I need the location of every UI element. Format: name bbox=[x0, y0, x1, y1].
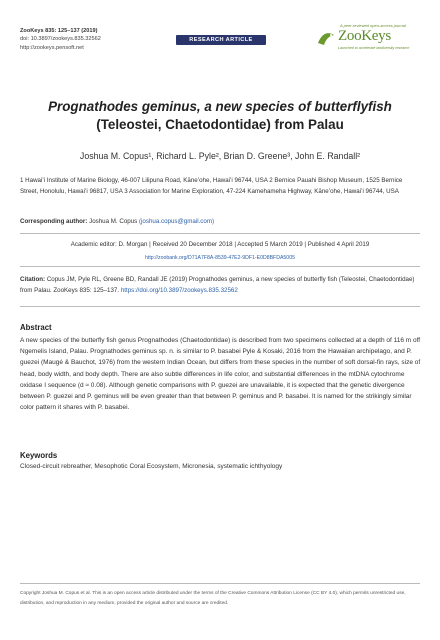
citation-block bbox=[20, 274, 420, 296]
logo-wordmark: ZooKeys bbox=[338, 28, 391, 44]
abstract-heading: Abstract bbox=[20, 323, 52, 332]
divider-top bbox=[20, 233, 420, 234]
keywords-text: Closed-circuit rebreather, Mesophotic Coral Ecosystem, Micronesia, systematic ichthyology bbox=[20, 463, 283, 470]
corresponding-label: Corresponding author: bbox=[20, 218, 88, 225]
author-list: Joshua M. Copus¹, Richard L. Pyle², Brian D. Greene³, John E. Randall² bbox=[79, 151, 361, 161]
citation-doi-link[interactable]: https://doi.org/10.3897/zookeys.835.32562 bbox=[120, 287, 238, 295]
article-title bbox=[40, 98, 400, 134]
article-type-badge: RESEARCH ARTICLE bbox=[176, 35, 266, 45]
citation-label: Citation: bbox=[20, 276, 46, 283]
copyright-notice: Copyright Joshua M. Copus et al. This is an open access article distributed under the terms of the Creative Commons Attribution License (CC BY 4.0), which permits unrestricted use, distribution, and reproduction in any medium, provided the original author and source are credited. bbox=[20, 591, 406, 606]
affiliations: 1 Hawaiʻi Institute of Marine Biology, 46-007 Lilipuna Road, Kāneʻohe, Hawaiʻi 96744, USA 2 Bernice Pauahi Bishop Museum, 1525 Bernice Street, Honolulu, Hawaiʻi 96817, USA 3 Association for Marine Exploration, 47-224 Kamehameha Highway, Kāneʻohe, Hawaiʻi 96744, USA bbox=[20, 177, 403, 195]
zoobank-link[interactable]: http://zoobank.org/D71A7F8A-8539-47E2-9DF1-E0D8BFDA5005 bbox=[145, 255, 295, 261]
title-line-2: (Teleostei, Chaetodontidae) from Palau bbox=[96, 117, 344, 132]
journal-url-link[interactable]: http://zookeys.pensoft.net bbox=[20, 44, 84, 51]
logo-subtagline: Launched to accelerate biodiversity research bbox=[338, 46, 410, 50]
zookeys-logo bbox=[316, 23, 426, 53]
title-line-1: Prognathodes geminus, a new species of butterflyfish bbox=[48, 99, 392, 114]
editorial-dates: Academic editor: D. Morgan | Received 20 December 2018 | Accepted 5 March 2019 | Published 4 April 2019 bbox=[70, 241, 370, 248]
keywords-heading: Keywords bbox=[20, 451, 58, 460]
divider-middle bbox=[20, 266, 420, 267]
corresponding-name: Joshua M. Copus bbox=[89, 218, 138, 225]
zookeys-bird-icon bbox=[316, 29, 336, 49]
logo-tagline: A peer-reviewed open-access journal bbox=[340, 23, 406, 28]
corresponding-email-link[interactable]: (joshua.copus@gmail.com) bbox=[139, 218, 215, 225]
divider-footer bbox=[20, 583, 420, 584]
journal-header bbox=[20, 27, 101, 52]
doi-text: doi: 10.3897/zookeys.835.32562 bbox=[20, 36, 101, 43]
divider-bottom bbox=[20, 306, 420, 307]
journal-citation: ZooKeys 835: 125–137 (2019) bbox=[20, 28, 98, 34]
corresponding-author bbox=[20, 218, 420, 225]
citation-text: Copus JM, Pyle RL, Greene BD, Randall JE (2019) Prognathodes geminus, a new species of butterfly fish (Teleostei, Chaetodontidae) from Palau. ZooKeys 835: 125–137. bbox=[20, 276, 415, 295]
abstract-text: A new species of the butterfly fish genus Prognathodes (Chaetodontidae) is described from two specimens collected at a depth of 116 m off Ngemelis Island, Palau. Prognathodes geminus sp. n. is similar to P. basabei Pyle & Kosaki, 2016 from the Hawaiian archipelago, and P. guezei (Maugé & Bauchot, 1976) from the western Indian Ocean, but differs from these species in the number of soft dorsal-fin rays, size of head, body width, and body depth. There are also subtle differences in life color, and substantial differences in the mtDNA cytochrome oxidase I sequence (d ≈ 0.08). Although genetic comparisons with P. guezei are unavailable, it is expected that the genetic divergence between P. guezei and P. geminus will be even greater than that between P. geminus and P. basabei. It is named for the strikingly similar color pattern it shares with P. basabei. bbox=[20, 337, 421, 412]
